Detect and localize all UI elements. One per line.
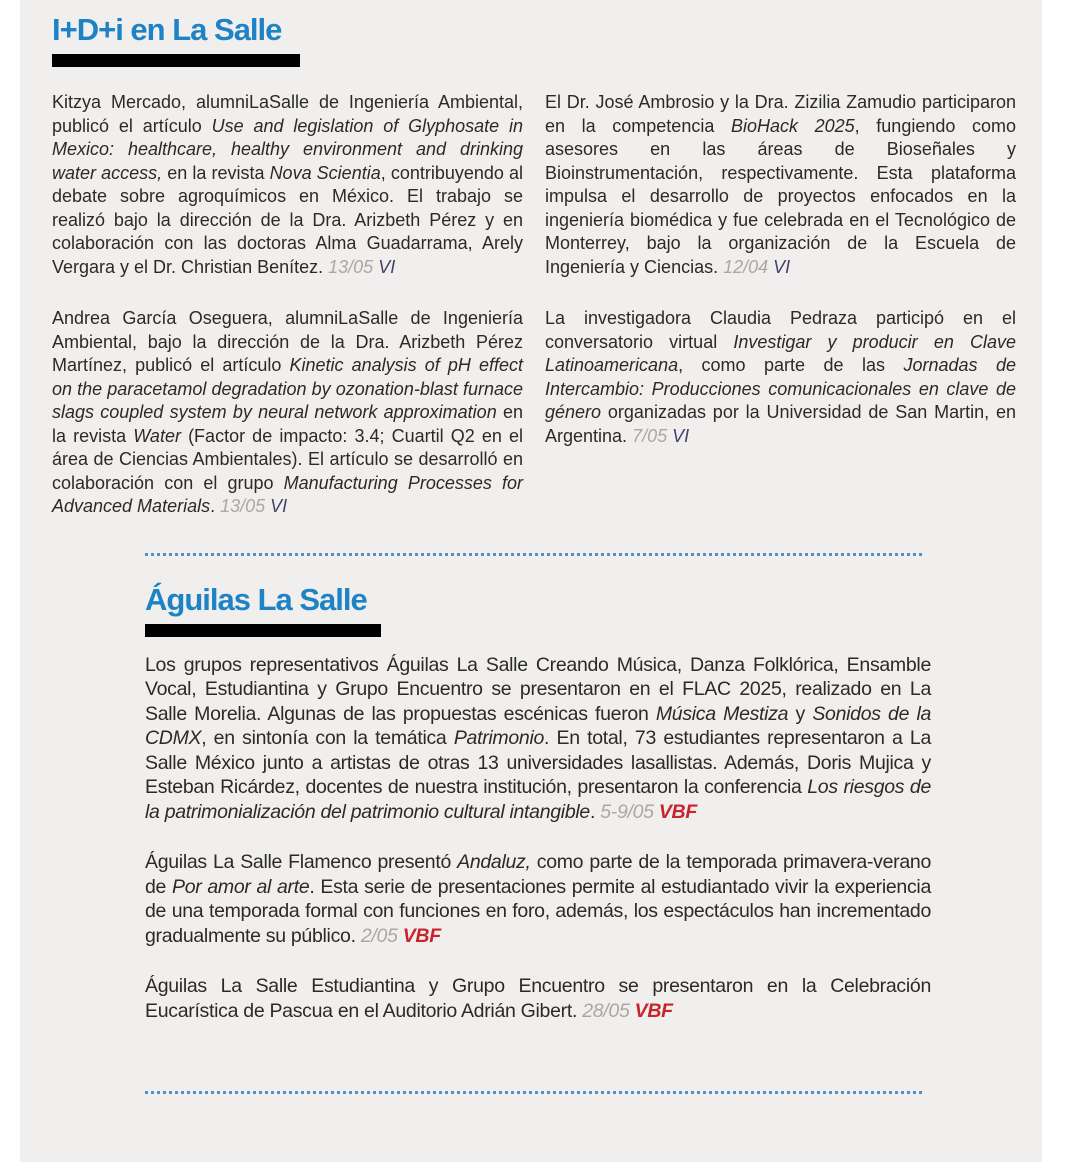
text-segment: como parte de la temporada primavera-verano de [145, 851, 931, 898]
text-segment: La investigadora Claudia Pedraza participó en el conversatorio virtual [545, 308, 1016, 352]
text-segment: . Esta serie de presentaciones permite al estudiantado vivir la experiencia de una temporada formal con funciones en foro, además, los espectáculos han incrementado gradualmente su público. [145, 875, 931, 947]
text-segment: . En total, 73 estudiantes representaron a La Salle México junto a artistas de otras 13 universidades lasallistas. Además, Doris Mujica y Esteban Ricárdez, docentes de nuestra institución, presentaron la conferencia [145, 727, 931, 798]
source-tag: VBF [402, 924, 441, 947]
text-segment: y [788, 702, 813, 725]
paragraph [145, 850, 931, 948]
text-segment: Andaluz, [457, 851, 531, 873]
text-segment: , en sintonía con la temática [201, 727, 454, 749]
section-aguilas-header [145, 582, 931, 637]
text-segment: Los riesgos de la patrimonialización del patrimonio cultural intangible [145, 776, 931, 823]
text-segment: Patrimonio [453, 727, 545, 749]
date-stamp: 12/04 [723, 256, 769, 277]
text-segment: , contribuyendo al debate sobre agroquímicos en México. El trabajo se realizó bajo la dirección de la Dra. Arizbeth Pérez y en colaboración con las doctoras Alma Guadarrama, Arely Vergara y el Dr. Christian Benítez. [52, 162, 523, 277]
section-aguilas-title: Águilas La Salle [145, 581, 367, 617]
paragraph [52, 307, 523, 519]
paragraph [52, 91, 523, 279]
paragraph [145, 974, 931, 1023]
text-segment: , como parte de las [678, 355, 904, 375]
source-tag: VI [773, 256, 791, 277]
text-column [145, 653, 931, 1050]
date-stamp: 7/05 [632, 425, 668, 446]
text-segment: Sonidos de la CDMX [145, 702, 932, 749]
section-aguilas-body [145, 653, 931, 1050]
date-stamp: 28/05 [582, 999, 630, 1022]
text-segment: (Factor de impacto: 3.4; Cuartil Q2 en el área de Ciencias Ambientales). El artículo se desarrolló en colaboración con el grupo [52, 425, 523, 493]
text-column [52, 91, 523, 547]
text-segment: Kinetic analysis of pH effect on the paracetamol degradation by ozonation-blast furnace slags coupled system by neural network approximation [52, 355, 523, 422]
paragraph [545, 307, 1016, 448]
section-idi [20, 0, 1042, 547]
section-idi-title: I+D+i en La Salle [52, 12, 282, 47]
paragraph [145, 653, 931, 825]
title-underline-bar [145, 624, 381, 637]
date-stamp: 13/05 [328, 256, 374, 277]
section-aguilas [145, 556, 931, 1050]
text-segment: Música Mestiza [655, 702, 789, 725]
source-tag: VI [270, 496, 288, 516]
text-segment: Jornadas de Intercambio: Producciones comunicacionales en clave de género [545, 355, 1016, 422]
text-segment: Kitzya Mercado, alumniLaSalle de Ingeniería Ambiental, publicó el artículo [52, 92, 523, 136]
text-segment: Investigar y producir en Clave Latinoamericana [545, 331, 1016, 375]
source-tag: VBF [634, 999, 673, 1022]
section-idi-body [52, 91, 1042, 547]
source-tag: VBF [658, 800, 697, 823]
text-segment: , fungiendo como asesores en las áreas de Bioseñales y Bioinstrumentación, respectivamente. Esta plataforma impulsa el desarrollo de proyectos enfocados en la ingeniería biomédica y fue celebrada en el Tecnológico de Monterrey, bajo la organización de la Escuela de Ingeniería y Ciencias. [545, 115, 1017, 277]
section-idi-header [52, 12, 1042, 67]
date-stamp: 13/05 [220, 496, 266, 516]
paragraph [545, 91, 1016, 279]
text-segment: . [210, 496, 221, 516]
text-segment: Nova Scientia [269, 162, 381, 183]
text-segment: El Dr. José Ambrosio y la Dra. Zizilia Zamudio participaron en la competencia [545, 92, 1016, 136]
text-segment: Use and legislation of Glyphosate in Mexico: healthcare, healthy environment and drinking water access, [52, 115, 523, 183]
date-stamp: 5-9/05 [600, 800, 654, 823]
title-underline-bar [52, 54, 300, 67]
text-segment: Manufacturing Processes for Advanced Materials [52, 472, 523, 516]
text-segment: Andrea García Oseguera, alumniLaSalle de Ingeniería Ambiental, bajo la dirección de la Dra. Arizbeth Pérez Martínez, publicó el artículo [52, 308, 523, 375]
text-segment: Águilas La Salle Estudiantina y Grupo Encuentro se presentaron en la Celebración Eucarística de Pascua en el Auditorio Adrián Gibert. [145, 975, 931, 1022]
text-segment: Por amor al arte [172, 875, 310, 898]
text-column [545, 91, 1016, 547]
text-segment: . [589, 800, 601, 823]
text-segment: Los grupos representativos Águilas La Salle Creando Música, Danza Folklórica, Ensamble Vocal, Estudiantina y Grupo Encuentro se presentaron en el FLAC 2025, realizado en La Salle Morelia. Algunas de las propuestas escénicas fueron [145, 653, 931, 725]
text-segment: Water [133, 425, 181, 446]
text-segment: en la revista [162, 162, 270, 183]
source-tag: VI [378, 256, 396, 277]
text-segment: BioHack 2025 [730, 115, 855, 136]
source-tag: VI [672, 425, 690, 446]
date-stamp: 2/05 [360, 924, 398, 947]
text-segment: organizadas por la Universidad de San Martin, en Argentina. [545, 402, 1016, 446]
text-segment: Águilas La Salle Flamenco presentó [145, 851, 458, 873]
dashed-divider [145, 1091, 922, 1094]
content-panel [20, 0, 1042, 1162]
text-segment: en la revista [52, 402, 523, 446]
